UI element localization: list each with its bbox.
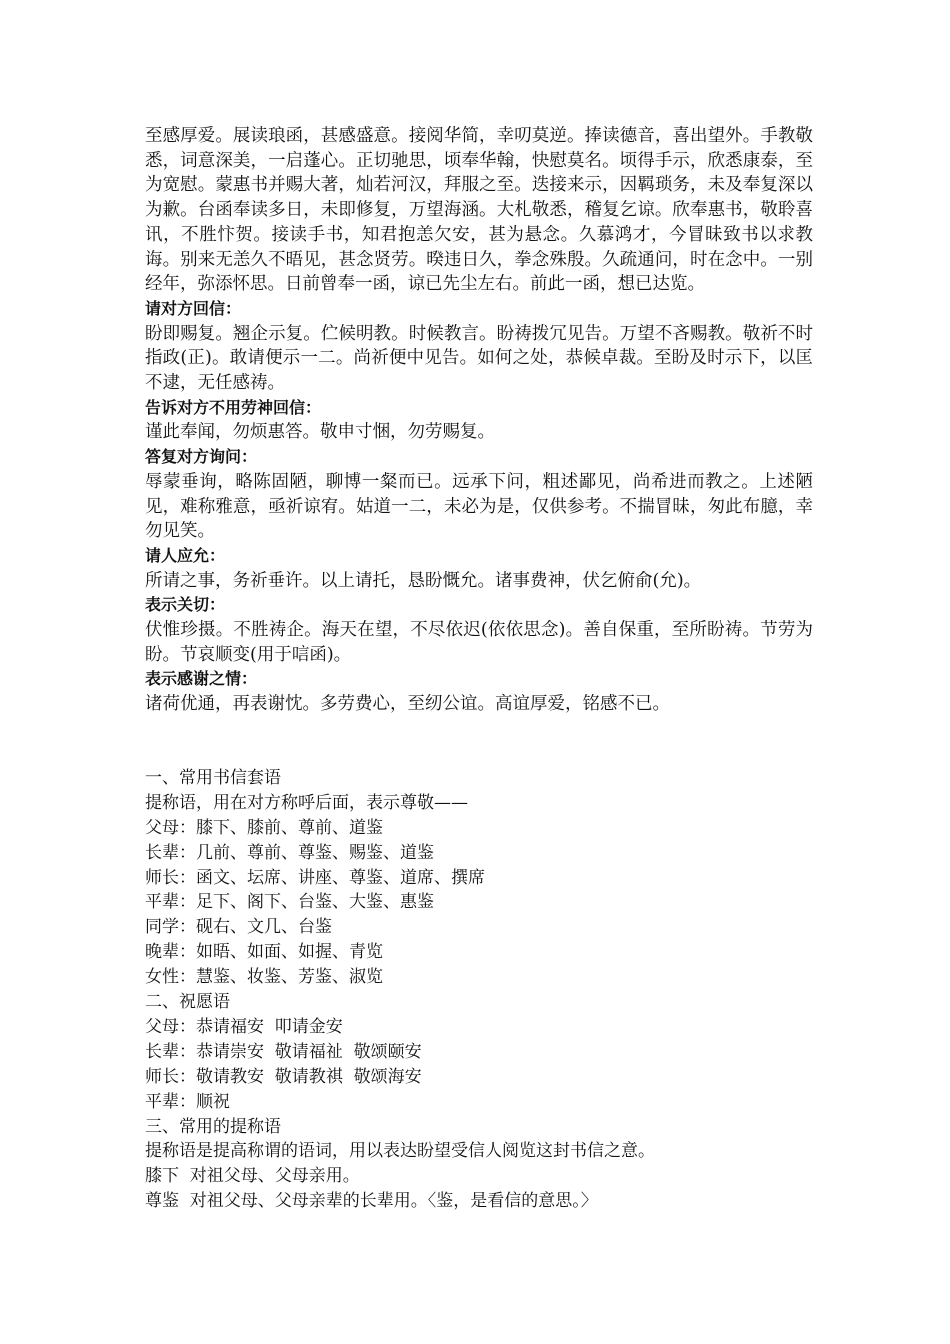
section-heading: 表示关切： [145,595,226,615]
list-line: 二、祝愿语 [145,992,230,1013]
section-text: 诸荷优通，再表谢忱。多劳费心，至纫公谊。高谊厚爱，铭感不已。 [145,694,670,715]
section-heading: 告诉对方不用劳神回信： [145,397,322,417]
spacer [145,717,813,766]
list-line: 父母：膝下、膝前、尊前、道鉴 [145,817,383,838]
list-line: 膝下 对祖父母、父母亲用。 [145,1166,360,1187]
list-line: 平辈：足下、阁下、台鉴、大鉴、惠鉴 [145,892,434,913]
list-line: 长辈：恭请崇安 敬请福祉 敬颂颐安 [145,1041,422,1062]
section-text: 盼即赐复。翘企示复。伫候明教。时候教言。盼祷拨冗见告。万望不吝赐教。敬祈不时指政(正)。敢请便示一二。尚祈便中见告。如何之处，恭候卓裁。至盼及时示下，以匡不逮，无任感祷。 [145,323,813,394]
section-text: 所请之事，务祈垂许。以上请托，恳盼慨允。诸事费神，伏乞俯俞(允)。 [145,570,702,591]
section-heading: 请对方回信： [145,298,242,318]
section-heading: 表示感谢之情： [145,669,258,689]
opening-paragraph: 至感厚爱。展读琅函，甚感盛意。接阅华简，幸叨莫逆。捧读德音，喜出望外。手教敬悉，词意深美，一启蓬心。正切驰思，顷奉华翰，快慰莫名。顷得手示，欣悉康泰，至为宽慰。蒙惠书并赐大著，灿若河汉，拜服之至。迭接来示，因羁琐务，未及奉复深以为歉。台函奉读多日，未即修复，万望海涵。大札敬悉，稽复乞谅。欣奉惠书，敬聆喜讯，不胜忭贺。接读手书，知君抱恙欠安，甚为悬念。久慕鸿才，今冒昧致书以求教诲。别来无恙久不晤见，甚念贤劳。暌违日久，拳念殊殷。久疏通问，时在念中。一别经年，弥添怀思。日前曾奉一函，谅已先尘左右。前此一函，想已达览。 [145,126,813,295]
list-line: 同学：砚右、文几、台鉴 [145,917,332,938]
section-request-consent [145,544,813,593]
section-text: 谨此奉闻，勿烦惠答。敬申寸悃，勿劳赐复。 [145,422,495,443]
section-concern [145,593,813,667]
list-line: 晚辈：如晤、如面、如握、青览 [145,942,383,963]
list-line: 长辈：几前、尊前、尊鉴、赐鉴、道鉴 [145,842,434,863]
section-heading: 请人应允： [145,545,226,565]
list-line: 提称语是提高称谓的语词，用以表达盼望受信人阅览这封书信之意。 [145,1141,655,1162]
section-no-reply [145,396,813,445]
list-line: 父母：恭请福安 叩请金安 [145,1016,343,1037]
list-line: 平辈：顺祝 [145,1091,230,1112]
list-line: 三、常用的提称语 [145,1116,281,1137]
list-line: 提称语，用在对方称呼后面，表示尊敬—— [145,792,468,813]
phrase-list [145,766,813,1214]
list-line: 尊鉴 对祖父母、父母亲辈的长辈用。〈鉴，是看信的意思。〉 [145,1191,598,1212]
section-thanks [145,667,813,716]
list-line: 女性：慧鉴、妆鉴、芳鉴、淑览 [145,967,383,988]
list-line: 师长：函文、坛席、讲座、尊鉴、道席、撰席 [145,867,485,888]
section-text: 伏惟珍摄。不胜祷企。海天在望，不尽依迟(依依思念)。善自保重，至所盼祷。节劳为盼。节哀顺变(用于唁函)。 [145,620,813,665]
section-heading: 答复对方询问： [145,447,258,467]
section-answer-inquiry [145,445,813,544]
section-reply-request [145,297,813,396]
document-page [145,124,813,1214]
list-line: 一、常用书信套语 [145,767,281,788]
section-text: 辱蒙垂询，略陈固陋，聊博一粲而已。远承下问，粗述鄙见，尚希进而教之。上述陋见，难称雅意，亟祈谅宥。姑道一二，未必为是，仅供参考。不揣冒昧，匆此布臆，幸勿见笑。 [145,471,813,542]
list-line: 师长：敬请教安 敬请教祺 敬颂海安 [145,1066,422,1087]
